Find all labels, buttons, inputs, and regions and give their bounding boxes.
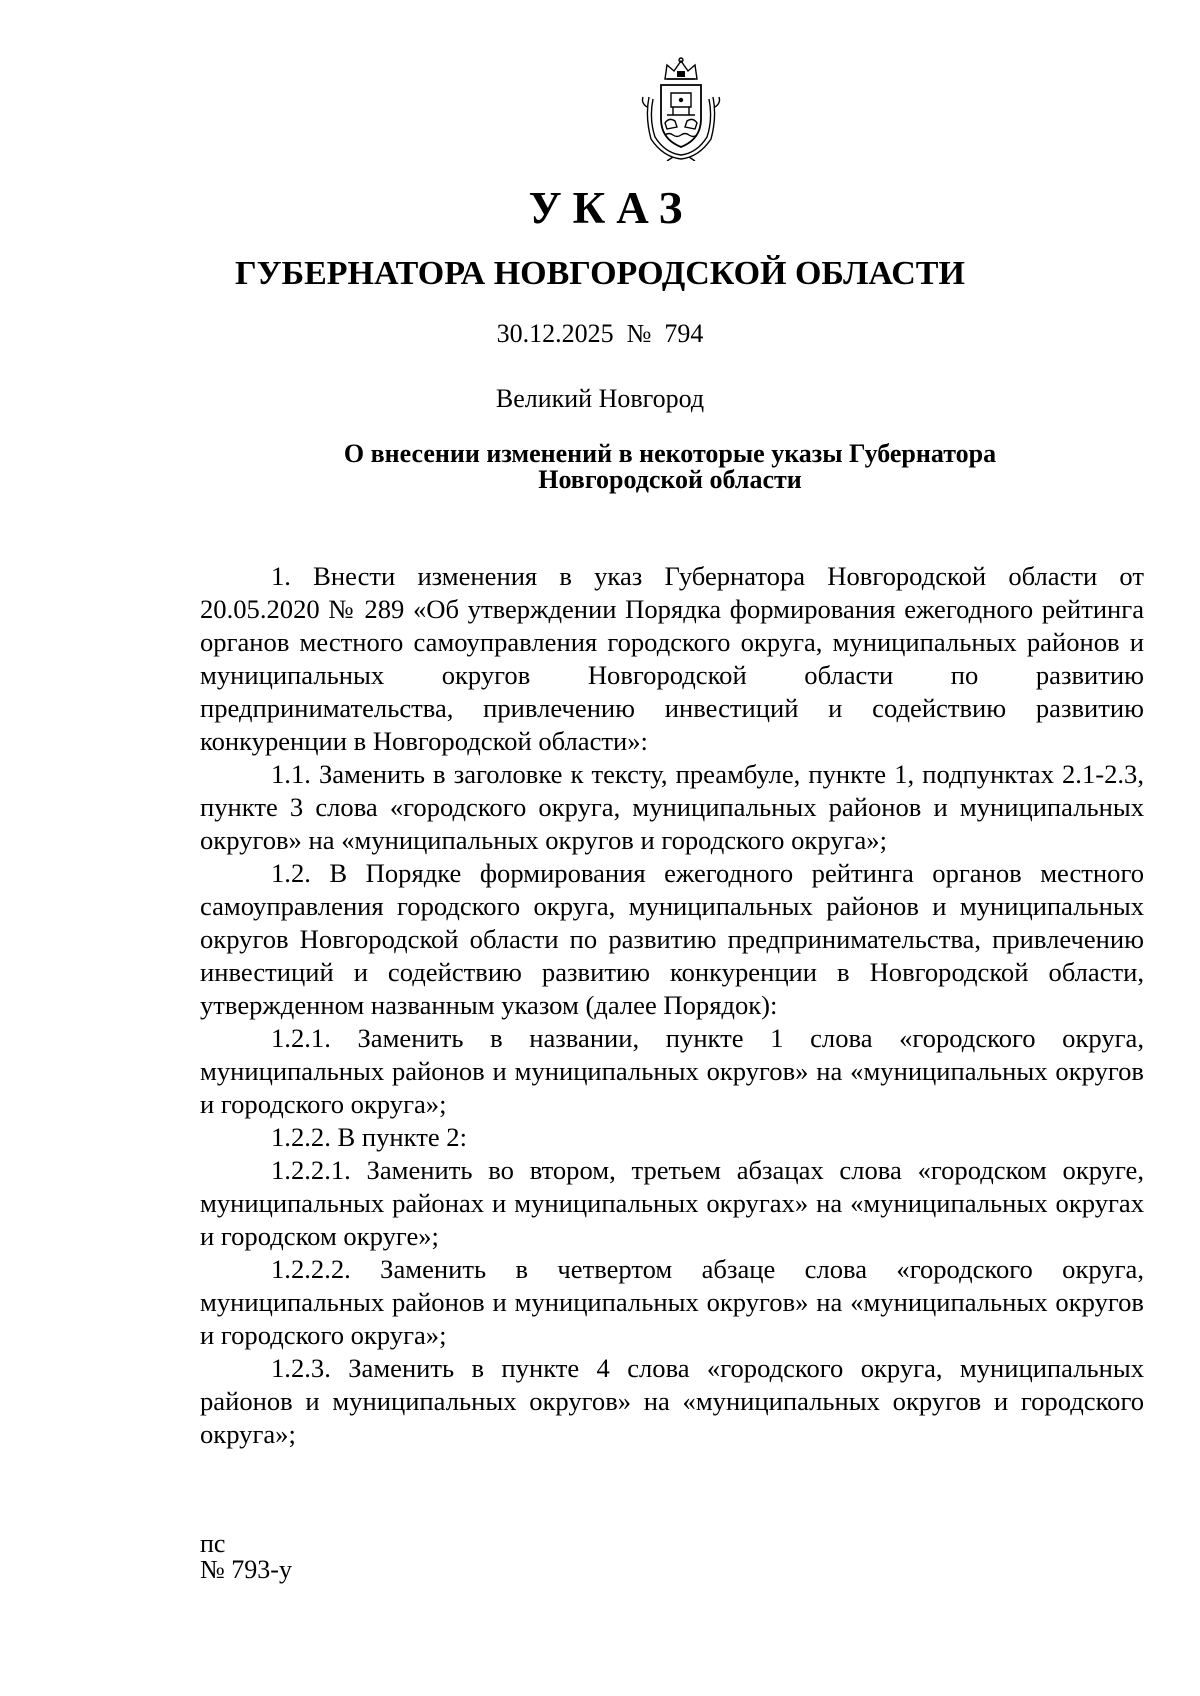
- coat-of-arms-icon: [637, 57, 725, 161]
- footer-registration-number: № 793-у: [200, 1555, 292, 1584]
- document-number: 794: [664, 319, 704, 348]
- document-footer: [200, 1531, 292, 1583]
- footer-code: пс: [200, 1529, 226, 1558]
- document-title: УКАЗ: [528, 183, 694, 233]
- paragraph: 1.2.1. Заменить в названии, пункте 1 слова «городского округа, муниципальных районов и муниципальных округов» на «муниципальных округов и городского округа»;: [200, 1023, 1144, 1119]
- paragraph: 1.1. Заменить в заголовке к тексту, преамбуле, пункте 1, подпунктах 2.1-2.3, пункте 3 слова «городского округа, муниципальных районов и муниципальных округов» на «муниципальных округов и городского округа»;: [200, 759, 1144, 855]
- document-body: [200, 560, 1144, 1451]
- paragraph: 1.2.2.1. Заменить во втором, третьем абзацах слова «городском округе, муниципальных районах и муниципальных округах» на «муниципальных округах и городском округе»;: [200, 1155, 1144, 1251]
- number-sign: №: [626, 319, 652, 348]
- paragraph: 1.2.2.2. Заменить в четвертом абзаце слова «городского округа, муниципальных районов и муниципальных округов» на «муниципальных округов и городского округа»;: [200, 1254, 1144, 1350]
- paragraph: 1.2. В Порядке формирования ежегодного рейтинга органов местного самоуправления городского округа, муниципальных районов и муниципальных округов Новгородской области по развитию предпринимательства, привлечению инвестиций и содействию развитию конкуренции в Новгородской области, утвержденном названным указом (далее Порядок):: [200, 858, 1144, 1020]
- document-heading-line: О внесении изменений в некоторые указы Губернатора: [343, 439, 997, 468]
- document-city: Великий Новгород: [495, 384, 705, 413]
- document-date-line: [0, 316, 1200, 352]
- paragraph: 1.2.3. Заменить в пункте 4 слова «городского округа, муниципальных районов и муниципальных округов» на «муниципальных округов и городского округа»;: [200, 1353, 1144, 1449]
- document-issuer: ГУБЕРНАТОРА НОВГОРОДСКОЙ ОБЛАСТИ: [235, 255, 965, 292]
- document-heading: [290, 441, 1050, 493]
- document-date: 30.12.2025: [496, 319, 614, 348]
- paragraph: 1. Внести изменения в указ Губернатора Новгородской области от 20.05.2020 № 289 «Об утверждении Порядка формирования ежегодного рейтинга органов местного самоуправления городского округа, муниципальных районов и муниципальных округов Новгородской области по развитию предпринимательства, привлечению инвестиций и содействию развитию конкуренции в Новгородской области»:: [200, 561, 1144, 756]
- paragraph: 1.2.2. В пункте 2:: [271, 1122, 467, 1152]
- document-heading-line: Новгородской области: [538, 465, 802, 494]
